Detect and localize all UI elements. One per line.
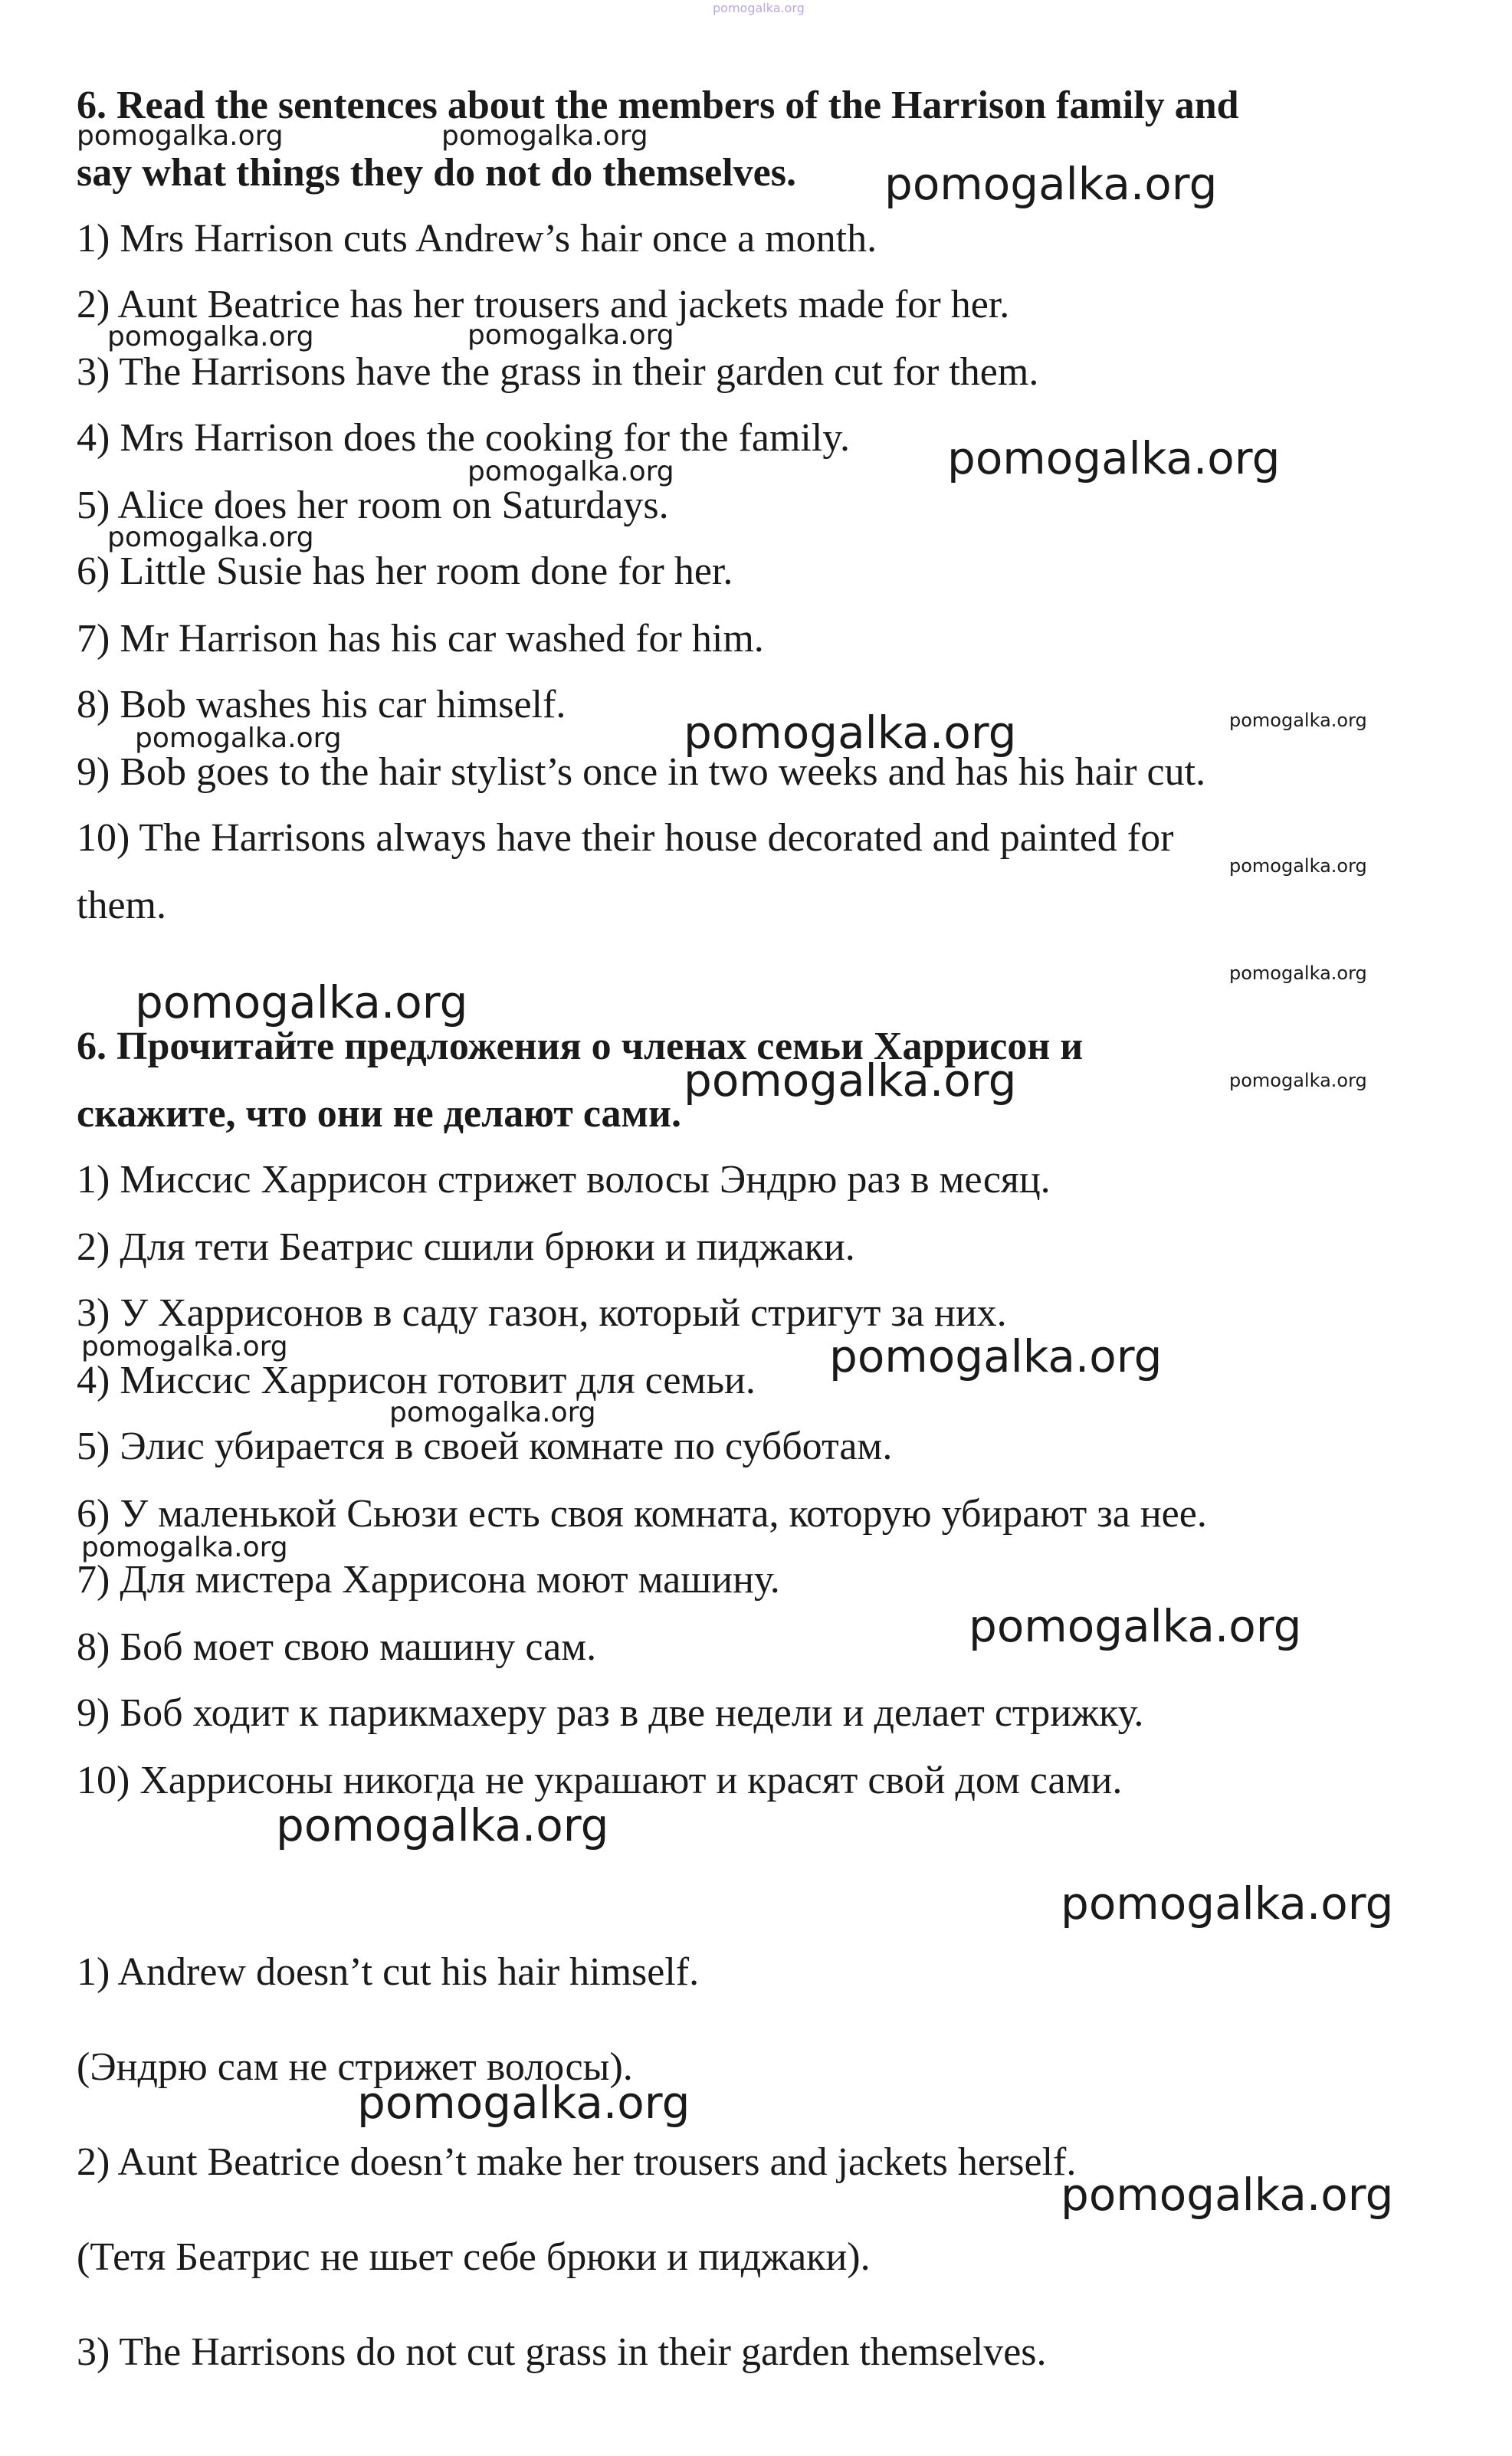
exercise-heading: say what things they do not do themselves.: [77, 151, 796, 195]
watermark: pomogalka.org: [81, 1532, 288, 1563]
watermark: pomogalka.org: [684, 1054, 1017, 1107]
answer-translation: (Эндрю сам не стрижет волосы).: [77, 2045, 633, 2089]
watermark: pomogalka.org: [357, 2077, 690, 2129]
translation-item: 5) Элис убирается в своей комнате по субботам.: [77, 1425, 893, 1468]
sentence-item: them.: [77, 884, 166, 927]
translation-item: 1) Миссис Харрисон стрижет волосы Эндрю раз в месяц.: [77, 1158, 1051, 1202]
translation-item: 9) Боб ходит к парикмахеру раз в две недели и делает стрижку.: [77, 1691, 1144, 1735]
watermark: pomogalka.org: [135, 723, 342, 754]
sentence-item: 5) Alice does her room on Saturdays.: [77, 484, 669, 527]
watermark: pomogalka.org: [1229, 962, 1367, 984]
sentence-item: 6) Little Susie has her room done for her.: [77, 549, 733, 593]
translation-item: 7) Для мистера Харрисона моют машину.: [77, 1558, 780, 1602]
watermark: pomogalka.org: [969, 1600, 1302, 1652]
translation-item: 2) Для тети Беатрис сшили брюки и пиджаки.: [77, 1225, 855, 1269]
translation-item: 8) Боб моет свою машину сам.: [77, 1625, 597, 1669]
exercise-heading: 6. Read the sentences about the members of the Harrison family and: [77, 84, 1239, 127]
watermark: pomogalka.org: [441, 120, 648, 152]
watermark: pomogalka.org: [1229, 855, 1367, 877]
sentence-item: 3) The Harrisons have the grass in their garden cut for them.: [77, 350, 1039, 394]
watermark: pomogalka.org: [107, 522, 314, 553]
answer-item: 2) Aunt Beatrice doesn’t make her trousers and jackets herself.: [77, 2140, 1077, 2184]
watermark: pomogalka.org: [1229, 1070, 1367, 1091]
answer-translation: (Тетя Беатрис не шьет себе брюки и пиджаки).: [77, 2235, 871, 2279]
watermark: pomogalka.org: [135, 976, 468, 1028]
translation-heading: 6. Прочитайте предложения о членах семьи Харрисон и: [77, 1025, 1084, 1068]
translation-item: 6) У маленькой Сьюзи есть своя комната, которую убирают за нее.: [77, 1492, 1207, 1536]
watermark: pomogalka.org: [829, 1330, 1163, 1382]
watermark: pomogalka.org: [947, 432, 1281, 484]
answer-item: 3) The Harrisons do not cut grass in their garden themselves.: [77, 2330, 1047, 2374]
watermark: pomogalka.org: [467, 456, 674, 487]
translation-item: 3) У Харрисонов в саду газон, который стригут за них.: [77, 1291, 1007, 1335]
translation-item: 4) Миссис Харрисон готовит для семьи.: [77, 1359, 756, 1402]
watermark: pomogalka.org: [684, 707, 1017, 759]
watermark: pomogalka.org: [884, 158, 1218, 210]
sentence-item: 10) The Harrisons always have their house decorated and painted for: [77, 816, 1174, 860]
watermark: pomogalka.org: [77, 120, 284, 152]
translation-item: 10) Харрисоны никогда не украшают и красят свой дом сами.: [77, 1759, 1123, 1802]
sentence-item: 9) Bob goes to the hair stylist’s once in two weeks and has his hair cut.: [77, 750, 1206, 794]
watermark: pomogalka.org: [1061, 1877, 1394, 1930]
sentence-item: 7) Mr Harrison has his car washed for him.: [77, 617, 764, 661]
sentence-item: 8) Bob washes his car himself.: [77, 683, 566, 726]
watermark: pomogalka.org: [467, 320, 674, 351]
sentence-item: 4) Mrs Harrison does the cooking for the family.: [77, 416, 850, 460]
sentence-item: 2) Aunt Beatrice has her trousers and jackets made for her.: [77, 283, 1010, 326]
translation-heading: скажите, что они не делают сами.: [77, 1092, 681, 1136]
watermark: pomogalka.org: [1229, 710, 1367, 731]
sentence-item: 1) Mrs Harrison cuts Andrew’s hair once a month.: [77, 217, 877, 261]
watermark: pomogalka.org: [276, 1799, 609, 1851]
watermark: pomogalka.org: [107, 321, 314, 352]
watermark: pomogalka.org: [389, 1397, 596, 1428]
watermark: pomogalka.org: [1061, 2169, 1394, 2221]
watermark: pomogalka.org: [81, 1331, 288, 1362]
watermark: pomogalka.org: [713, 1, 805, 15]
answer-item: 1) Andrew doesn’t cut his hair himself.: [77, 1950, 700, 1994]
